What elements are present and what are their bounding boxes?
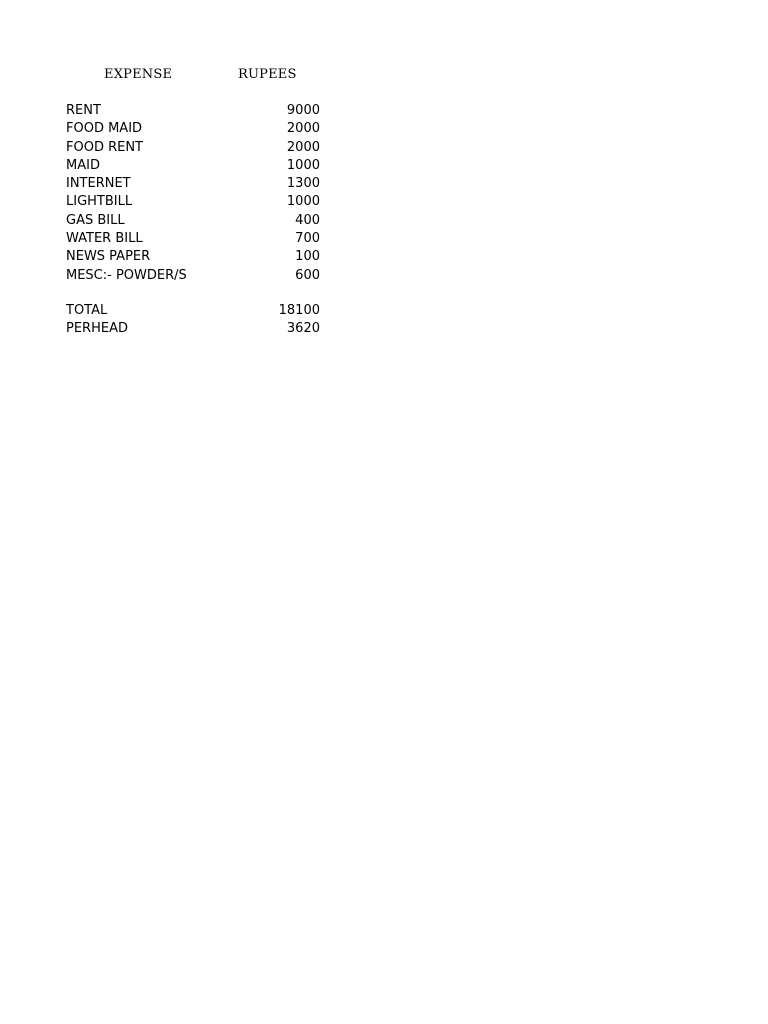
row-label: WATER BILL bbox=[66, 231, 143, 247]
row-label: LIGHTBILL bbox=[66, 194, 133, 210]
row-label: RENT bbox=[66, 103, 101, 118]
total-row bbox=[66, 302, 326, 320]
table-row bbox=[66, 248, 326, 266]
row-value: 1300 bbox=[286, 176, 320, 192]
row-label: GAS BILL bbox=[66, 212, 125, 228]
row-label: MAID bbox=[66, 157, 100, 173]
expense-table bbox=[66, 66, 326, 339]
table-row bbox=[66, 267, 326, 285]
row-value: 600 bbox=[295, 267, 320, 283]
table-row bbox=[66, 120, 326, 138]
table-row bbox=[66, 102, 326, 120]
perhead-label: PERHEAD bbox=[66, 321, 128, 337]
header-expense: EXPENSE bbox=[104, 67, 173, 82]
perhead-value: 3620 bbox=[286, 321, 320, 337]
table-row bbox=[66, 139, 326, 157]
table-header bbox=[66, 66, 326, 86]
row-label: NEWS PAPER bbox=[66, 249, 151, 265]
row-label: INTERNET bbox=[66, 176, 131, 192]
table-row bbox=[66, 212, 326, 230]
row-value: 9000 bbox=[286, 103, 320, 118]
row-value: 1000 bbox=[286, 157, 320, 173]
totals-section bbox=[66, 302, 326, 339]
total-value: 18100 bbox=[278, 302, 320, 318]
table-row bbox=[66, 193, 326, 211]
row-value: 1000 bbox=[286, 194, 320, 210]
perhead-row bbox=[66, 320, 326, 338]
row-value: 2000 bbox=[286, 121, 320, 137]
row-value: 700 bbox=[295, 231, 320, 247]
table-row bbox=[66, 230, 326, 248]
total-label: TOTAL bbox=[66, 302, 108, 318]
row-value: 2000 bbox=[286, 139, 320, 155]
row-value: 400 bbox=[295, 212, 320, 228]
row-value: 100 bbox=[295, 249, 320, 265]
expense-rows bbox=[66, 102, 326, 285]
header-rupees: RUPEES bbox=[238, 67, 297, 82]
row-label: MESC:- POWDER/S bbox=[66, 267, 187, 283]
table-row bbox=[66, 157, 326, 175]
table-row bbox=[66, 175, 326, 193]
row-label: FOOD RENT bbox=[66, 139, 143, 155]
row-label: FOOD MAID bbox=[66, 121, 143, 137]
